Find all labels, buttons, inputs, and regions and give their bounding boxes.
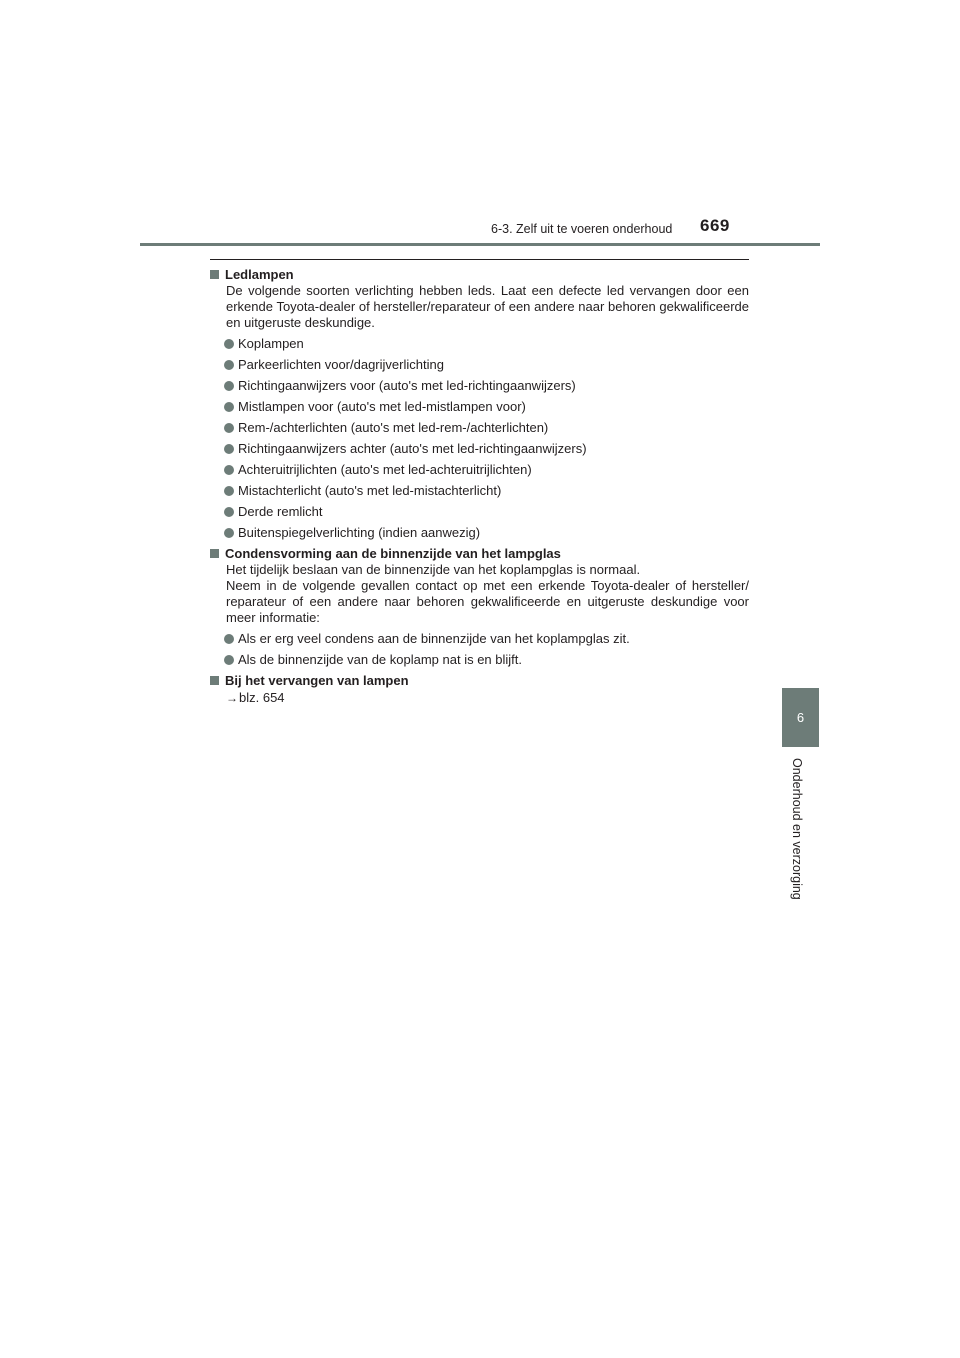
circle-bullet-icon [224, 360, 234, 370]
list-item: Achteruitrijlichten (auto's met led-achteruitrijlichten) [224, 462, 749, 478]
list-item: Koplampen [224, 336, 749, 352]
circle-bullet-icon [224, 423, 234, 433]
list-item: Buitenspiegelverlichting (indien aanwezig) [224, 525, 749, 541]
section-paragraph [226, 562, 749, 626]
list-item: Mistachterlicht (auto's met led-mistachterlicht) [224, 483, 749, 499]
section-condensvorming [210, 545, 749, 668]
circle-bullet-icon [224, 444, 234, 454]
list-item: Rem-/achterlichten (auto's met led-rem-/achterlichten) [224, 420, 749, 436]
section-heading [210, 266, 749, 283]
circle-bullet-icon [224, 339, 234, 349]
list-item: Als de binnenzijde van de koplamp nat is en blijft. [224, 652, 749, 668]
circle-bullet-icon [224, 381, 234, 391]
header-section-title: 6-3. Zelf uit te voeren onderhoud [491, 222, 673, 236]
circle-bullet-icon [224, 507, 234, 517]
page-content [210, 259, 749, 710]
header-divider [140, 243, 820, 246]
square-bullet-icon [210, 270, 219, 279]
page-reference-link[interactable]: blz. 654 [239, 690, 285, 705]
circle-bullet-icon [224, 402, 234, 412]
circle-bullet-icon [224, 465, 234, 475]
chapter-label: Onderhoud en verzorging [790, 758, 804, 900]
circle-bullet-icon [224, 528, 234, 538]
list-item: Richtingaanwijzers achter (auto's met led-richtingaanwijzers) [224, 441, 749, 457]
paragraph-line: Neem in de volgende gevallen contact op met een erkende Toyota-dealer of hersteller/ reparateur of een andere naar behoren gekwalificeerde en uitgeruste deskundige voor meer informatie: [226, 578, 749, 625]
section-title: Bij het vervangen van lampen [225, 673, 409, 688]
section-heading [210, 672, 749, 689]
chapter-number: 6 [796, 710, 805, 725]
square-bullet-icon [210, 676, 219, 685]
section-title: Ledlampen [225, 267, 294, 282]
section-title: Condensvorming aan de binnenzijde van het lampglas [225, 546, 561, 561]
page-reference[interactable] [226, 690, 749, 706]
circle-bullet-icon [224, 486, 234, 496]
section-vervangen [210, 672, 749, 706]
circle-bullet-icon [224, 634, 234, 644]
list-item: Parkeerlichten voor/dagrijverlichting [224, 357, 749, 373]
list-item: Richtingaanwijzers voor (auto's met led-richtingaanwijzers) [224, 378, 749, 394]
list-item: Mistlampen voor (auto's met led-mistlampen voor) [224, 399, 749, 415]
circle-bullet-icon [224, 655, 234, 665]
section-heading [210, 545, 749, 562]
list-item: Derde remlicht [224, 504, 749, 520]
section-ledlampen [210, 266, 749, 541]
chapter-tab[interactable] [782, 688, 819, 747]
page-number: 669 [700, 216, 730, 235]
section-paragraph: De volgende soorten verlichting hebben leds. Laat een defecte led vervangen door een erkende Toyota-dealer of hersteller/reparateur of een andere naar behoren gekwalificeerde en uitgeruste deskundige. [226, 283, 749, 330]
arrow-right-icon: → [226, 691, 238, 705]
list-item: Als er erg veel condens aan de binnenzijde van het koplampglas zit. [224, 631, 749, 647]
bullet-list [224, 336, 749, 541]
bullet-list [224, 631, 749, 668]
paragraph-line: Het tijdelijk beslaan van de binnenzijde van het koplampglas is normaal. [226, 562, 641, 577]
square-bullet-icon [210, 549, 219, 558]
